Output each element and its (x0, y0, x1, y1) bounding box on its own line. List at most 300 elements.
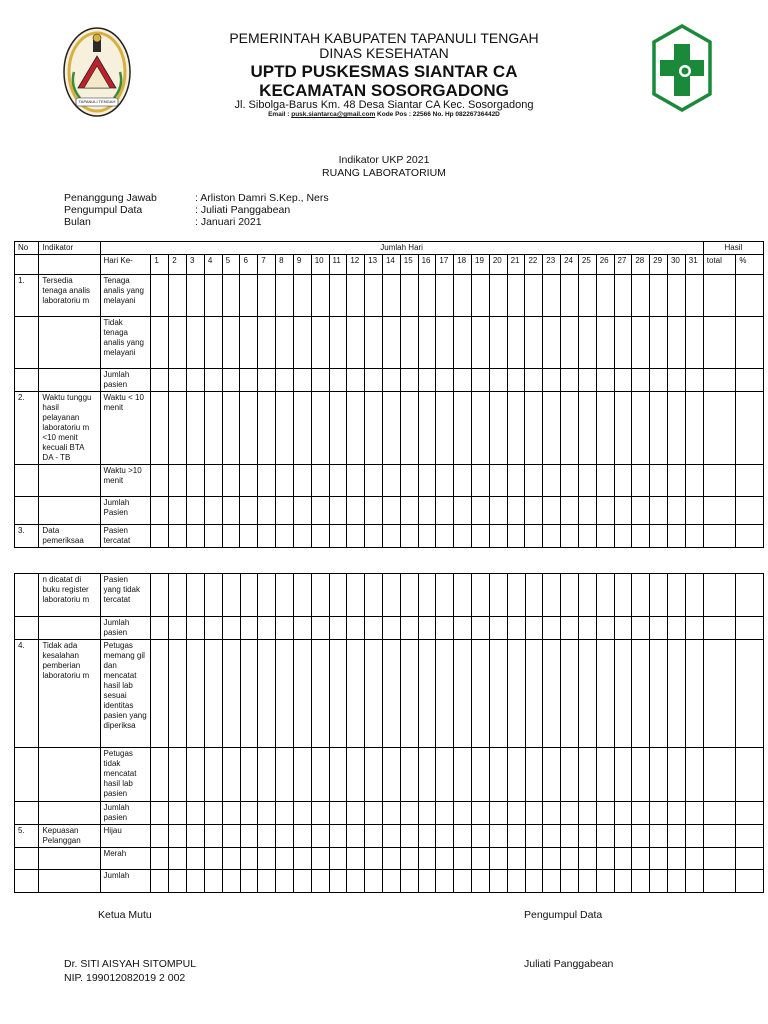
day-cell[interactable] (293, 275, 311, 317)
day-cell[interactable] (204, 369, 222, 392)
day-cell[interactable] (472, 848, 490, 870)
day-cell[interactable] (578, 574, 596, 617)
day-cell[interactable] (632, 574, 650, 617)
day-cell[interactable] (222, 465, 240, 497)
day-cell[interactable] (329, 870, 347, 893)
day-cell[interactable] (614, 848, 632, 870)
day-cell[interactable] (187, 525, 205, 548)
day-cell[interactable] (685, 617, 703, 640)
day-cell[interactable] (650, 275, 668, 317)
day-cell[interactable] (222, 748, 240, 802)
day-cell[interactable] (365, 870, 383, 893)
day-cell[interactable] (382, 317, 400, 369)
day-cell[interactable] (151, 275, 169, 317)
day-cell[interactable] (240, 574, 258, 617)
day-cell[interactable] (668, 848, 686, 870)
day-cell[interactable] (240, 848, 258, 870)
day-cell[interactable] (311, 497, 329, 525)
day-cell[interactable] (258, 748, 276, 802)
day-cell[interactable] (472, 617, 490, 640)
day-cell[interactable] (650, 317, 668, 369)
percent-cell[interactable] (736, 574, 764, 617)
day-cell[interactable] (187, 825, 205, 848)
day-cell[interactable] (311, 748, 329, 802)
day-cell[interactable] (578, 825, 596, 848)
day-cell[interactable] (258, 848, 276, 870)
day-cell[interactable] (365, 525, 383, 548)
email-link[interactable]: pusk.siantarca@gmail.com (291, 111, 376, 118)
percent-cell[interactable] (736, 640, 764, 748)
day-cell[interactable] (222, 825, 240, 848)
day-cell[interactable] (667, 275, 685, 317)
day-cell[interactable] (347, 640, 365, 748)
day-cell[interactable] (489, 525, 507, 548)
day-cell[interactable] (472, 525, 490, 548)
day-cell[interactable] (418, 317, 436, 369)
day-cell[interactable] (596, 317, 614, 369)
day-cell[interactable] (667, 525, 685, 548)
day-cell[interactable] (685, 825, 703, 848)
day-cell[interactable] (489, 275, 507, 317)
day-cell[interactable] (436, 574, 454, 617)
day-cell[interactable] (525, 748, 543, 802)
day-cell[interactable] (383, 848, 401, 870)
day-cell[interactable] (383, 640, 401, 748)
day-cell[interactable] (365, 369, 383, 392)
day-cell[interactable] (543, 848, 561, 870)
day-cell[interactable] (258, 369, 276, 392)
day-cell[interactable] (668, 870, 686, 893)
day-cell[interactable] (507, 465, 525, 497)
day-cell[interactable] (525, 640, 543, 748)
day-cell[interactable] (525, 317, 543, 369)
day-cell[interactable] (382, 369, 400, 392)
day-cell[interactable] (418, 497, 436, 525)
day-cell[interactable] (169, 465, 187, 497)
day-cell[interactable] (578, 275, 596, 317)
day-cell[interactable] (293, 369, 311, 392)
day-cell[interactable] (507, 870, 525, 893)
day-cell[interactable] (204, 497, 222, 525)
day-cell[interactable] (311, 802, 329, 825)
day-cell[interactable] (614, 317, 632, 369)
day-cell[interactable] (240, 369, 258, 392)
day-cell[interactable] (311, 848, 329, 870)
day-cell[interactable] (204, 574, 222, 617)
day-cell[interactable] (276, 870, 294, 893)
day-cell[interactable] (614, 574, 632, 617)
day-cell[interactable] (632, 317, 650, 369)
day-cell[interactable] (472, 392, 490, 465)
day-cell[interactable] (311, 369, 329, 392)
total-cell[interactable] (703, 574, 736, 617)
day-cell[interactable] (400, 802, 418, 825)
day-cell[interactable] (561, 802, 579, 825)
day-cell[interactable] (561, 848, 579, 870)
day-cell[interactable] (204, 525, 222, 548)
day-cell[interactable] (151, 617, 169, 640)
day-cell[interactable] (293, 574, 311, 617)
day-cell[interactable] (436, 465, 454, 497)
day-cell[interactable] (418, 465, 436, 497)
day-cell[interactable] (543, 525, 561, 548)
day-cell[interactable] (614, 640, 632, 748)
day-cell[interactable] (258, 275, 276, 317)
day-cell[interactable] (507, 497, 525, 525)
day-cell[interactable] (418, 574, 436, 617)
day-cell[interactable] (436, 317, 454, 369)
day-cell[interactable] (632, 748, 650, 802)
day-cell[interactable] (169, 848, 187, 870)
day-cell[interactable] (489, 465, 507, 497)
day-cell[interactable] (667, 497, 685, 525)
day-cell[interactable] (454, 392, 472, 465)
day-cell[interactable] (525, 825, 543, 848)
day-cell[interactable] (276, 497, 294, 525)
day-cell[interactable] (151, 465, 169, 497)
day-cell[interactable] (436, 640, 454, 748)
day-cell[interactable] (169, 640, 187, 748)
day-cell[interactable] (383, 617, 401, 640)
percent-cell[interactable] (736, 825, 764, 848)
day-cell[interactable] (596, 848, 614, 870)
day-cell[interactable] (632, 640, 650, 748)
day-cell[interactable] (151, 525, 169, 548)
day-cell[interactable] (293, 870, 311, 893)
day-cell[interactable] (347, 497, 365, 525)
day-cell[interactable] (614, 275, 632, 317)
day-cell[interactable] (507, 275, 525, 317)
day-cell[interactable] (543, 574, 561, 617)
day-cell[interactable] (525, 369, 543, 392)
day-cell[interactable] (436, 617, 454, 640)
day-cell[interactable] (187, 392, 205, 465)
day-cell[interactable] (578, 848, 596, 870)
day-cell[interactable] (240, 825, 258, 848)
day-cell[interactable] (400, 825, 418, 848)
day-cell[interactable] (489, 825, 507, 848)
day-cell[interactable] (454, 870, 472, 893)
day-cell[interactable] (222, 317, 240, 369)
day-cell[interactable] (436, 848, 454, 870)
day-cell[interactable] (596, 392, 614, 465)
day-cell[interactable] (329, 317, 347, 369)
day-cell[interactable] (685, 870, 703, 893)
day-cell[interactable] (365, 317, 383, 369)
day-cell[interactable] (507, 848, 525, 870)
day-cell[interactable] (543, 870, 561, 893)
day-cell[interactable] (525, 617, 543, 640)
percent-cell[interactable] (736, 870, 764, 893)
day-cell[interactable] (293, 465, 311, 497)
day-cell[interactable] (418, 640, 436, 748)
day-cell[interactable] (347, 825, 365, 848)
day-cell[interactable] (329, 525, 347, 548)
day-cell[interactable] (454, 640, 472, 748)
day-cell[interactable] (578, 317, 596, 369)
day-cell[interactable] (667, 392, 685, 465)
day-cell[interactable] (347, 392, 365, 465)
day-cell[interactable] (632, 617, 650, 640)
day-cell[interactable] (632, 497, 650, 525)
day-cell[interactable] (187, 497, 205, 525)
day-cell[interactable] (240, 275, 258, 317)
day-cell[interactable] (596, 525, 614, 548)
day-cell[interactable] (169, 369, 187, 392)
day-cell[interactable] (347, 465, 365, 497)
total-cell[interactable] (703, 525, 736, 548)
day-cell[interactable] (561, 574, 579, 617)
day-cell[interactable] (418, 848, 436, 870)
day-cell[interactable] (151, 574, 169, 617)
day-cell[interactable] (632, 525, 650, 548)
day-cell[interactable] (650, 748, 668, 802)
day-cell[interactable] (436, 392, 454, 465)
day-cell[interactable] (561, 640, 579, 748)
day-cell[interactable] (382, 392, 400, 465)
total-cell[interactable] (703, 465, 736, 497)
day-cell[interactable] (383, 574, 401, 617)
day-cell[interactable] (685, 848, 703, 870)
day-cell[interactable] (276, 369, 294, 392)
day-cell[interactable] (614, 525, 632, 548)
day-cell[interactable] (276, 574, 294, 617)
day-cell[interactable] (400, 497, 418, 525)
day-cell[interactable] (685, 275, 703, 317)
day-cell[interactable] (311, 870, 329, 893)
day-cell[interactable] (169, 802, 187, 825)
day-cell[interactable] (365, 392, 383, 465)
day-cell[interactable] (222, 848, 240, 870)
day-cell[interactable] (507, 392, 525, 465)
day-cell[interactable] (204, 617, 222, 640)
day-cell[interactable] (311, 525, 329, 548)
day-cell[interactable] (668, 640, 686, 748)
day-cell[interactable] (204, 825, 222, 848)
day-cell[interactable] (329, 802, 347, 825)
day-cell[interactable] (187, 275, 205, 317)
day-cell[interactable] (365, 825, 383, 848)
day-cell[interactable] (561, 392, 579, 465)
day-cell[interactable] (561, 369, 579, 392)
day-cell[interactable] (507, 525, 525, 548)
day-cell[interactable] (276, 275, 294, 317)
percent-cell[interactable] (736, 275, 764, 317)
day-cell[interactable] (169, 497, 187, 525)
day-cell[interactable] (169, 317, 187, 369)
day-cell[interactable] (561, 525, 579, 548)
day-cell[interactable] (187, 870, 205, 893)
day-cell[interactable] (365, 465, 383, 497)
day-cell[interactable] (240, 465, 258, 497)
day-cell[interactable] (400, 369, 418, 392)
day-cell[interactable] (454, 465, 472, 497)
day-cell[interactable] (329, 392, 347, 465)
day-cell[interactable] (365, 574, 383, 617)
day-cell[interactable] (383, 748, 401, 802)
day-cell[interactable] (204, 748, 222, 802)
day-cell[interactable] (596, 465, 614, 497)
day-cell[interactable] (436, 748, 454, 802)
day-cell[interactable] (489, 574, 507, 617)
day-cell[interactable] (276, 465, 294, 497)
day-cell[interactable] (382, 275, 400, 317)
day-cell[interactable] (293, 848, 311, 870)
day-cell[interactable] (436, 369, 454, 392)
day-cell[interactable] (365, 275, 383, 317)
total-cell[interactable] (703, 317, 736, 369)
total-cell[interactable] (703, 617, 736, 640)
day-cell[interactable] (365, 497, 383, 525)
day-cell[interactable] (578, 748, 596, 802)
day-cell[interactable] (187, 574, 205, 617)
day-cell[interactable] (276, 802, 294, 825)
day-cell[interactable] (614, 617, 632, 640)
day-cell[interactable] (382, 465, 400, 497)
day-cell[interactable] (685, 369, 703, 392)
day-cell[interactable] (400, 870, 418, 893)
day-cell[interactable] (276, 825, 294, 848)
day-cell[interactable] (685, 802, 703, 825)
day-cell[interactable] (347, 525, 365, 548)
day-cell[interactable] (561, 870, 579, 893)
day-cell[interactable] (489, 802, 507, 825)
day-cell[interactable] (222, 640, 240, 748)
day-cell[interactable] (258, 802, 276, 825)
day-cell[interactable] (204, 870, 222, 893)
day-cell[interactable] (596, 617, 614, 640)
day-cell[interactable] (472, 317, 490, 369)
day-cell[interactable] (276, 392, 294, 465)
day-cell[interactable] (614, 870, 632, 893)
day-cell[interactable] (258, 465, 276, 497)
day-cell[interactable] (632, 465, 650, 497)
day-cell[interactable] (418, 748, 436, 802)
day-cell[interactable] (418, 275, 436, 317)
day-cell[interactable] (382, 497, 400, 525)
day-cell[interactable] (667, 369, 685, 392)
day-cell[interactable] (632, 802, 650, 825)
day-cell[interactable] (347, 802, 365, 825)
day-cell[interactable] (400, 465, 418, 497)
day-cell[interactable] (489, 870, 507, 893)
day-cell[interactable] (632, 392, 650, 465)
day-cell[interactable] (258, 640, 276, 748)
day-cell[interactable] (578, 392, 596, 465)
day-cell[interactable] (436, 525, 454, 548)
percent-cell[interactable] (736, 748, 764, 802)
day-cell[interactable] (472, 275, 490, 317)
day-cell[interactable] (258, 497, 276, 525)
day-cell[interactable] (472, 574, 490, 617)
day-cell[interactable] (222, 574, 240, 617)
day-cell[interactable] (472, 465, 490, 497)
day-cell[interactable] (650, 802, 668, 825)
day-cell[interactable] (543, 275, 561, 317)
day-cell[interactable] (151, 369, 169, 392)
day-cell[interactable] (543, 802, 561, 825)
day-cell[interactable] (489, 617, 507, 640)
day-cell[interactable] (578, 802, 596, 825)
day-cell[interactable] (418, 369, 436, 392)
day-cell[interactable] (543, 369, 561, 392)
day-cell[interactable] (151, 802, 169, 825)
day-cell[interactable] (204, 848, 222, 870)
day-cell[interactable] (400, 574, 418, 617)
day-cell[interactable] (454, 369, 472, 392)
day-cell[interactable] (276, 317, 294, 369)
day-cell[interactable] (543, 465, 561, 497)
day-cell[interactable] (525, 497, 543, 525)
total-cell[interactable] (703, 802, 736, 825)
day-cell[interactable] (204, 465, 222, 497)
day-cell[interactable] (614, 369, 632, 392)
day-cell[interactable] (561, 497, 579, 525)
day-cell[interactable] (507, 825, 525, 848)
day-cell[interactable] (187, 802, 205, 825)
day-cell[interactable] (329, 275, 347, 317)
day-cell[interactable] (685, 497, 703, 525)
day-cell[interactable] (347, 848, 365, 870)
day-cell[interactable] (561, 465, 579, 497)
day-cell[interactable] (222, 617, 240, 640)
day-cell[interactable] (311, 392, 329, 465)
day-cell[interactable] (258, 825, 276, 848)
day-cell[interactable] (578, 870, 596, 893)
day-cell[interactable] (650, 392, 668, 465)
total-cell[interactable] (703, 848, 736, 870)
day-cell[interactable] (400, 317, 418, 369)
day-cell[interactable] (311, 825, 329, 848)
day-cell[interactable] (222, 525, 240, 548)
day-cell[interactable] (169, 392, 187, 465)
day-cell[interactable] (400, 640, 418, 748)
day-cell[interactable] (311, 574, 329, 617)
day-cell[interactable] (418, 870, 436, 893)
total-cell[interactable] (703, 497, 736, 525)
day-cell[interactable] (293, 525, 311, 548)
day-cell[interactable] (596, 748, 614, 802)
day-cell[interactable] (596, 574, 614, 617)
day-cell[interactable] (293, 617, 311, 640)
day-cell[interactable] (561, 317, 579, 369)
day-cell[interactable] (668, 825, 686, 848)
day-cell[interactable] (400, 392, 418, 465)
day-cell[interactable] (400, 275, 418, 317)
day-cell[interactable] (667, 317, 685, 369)
day-cell[interactable] (525, 525, 543, 548)
day-cell[interactable] (436, 870, 454, 893)
day-cell[interactable] (329, 574, 347, 617)
day-cell[interactable] (650, 617, 668, 640)
day-cell[interactable] (489, 748, 507, 802)
day-cell[interactable] (578, 617, 596, 640)
day-cell[interactable] (187, 617, 205, 640)
day-cell[interactable] (293, 497, 311, 525)
percent-cell[interactable] (736, 465, 764, 497)
day-cell[interactable] (436, 275, 454, 317)
day-cell[interactable] (240, 317, 258, 369)
day-cell[interactable] (454, 275, 472, 317)
day-cell[interactable] (169, 574, 187, 617)
day-cell[interactable] (187, 369, 205, 392)
day-cell[interactable] (667, 465, 685, 497)
day-cell[interactable] (400, 848, 418, 870)
day-cell[interactable] (222, 392, 240, 465)
day-cell[interactable] (311, 275, 329, 317)
day-cell[interactable] (454, 825, 472, 848)
day-cell[interactable] (329, 748, 347, 802)
